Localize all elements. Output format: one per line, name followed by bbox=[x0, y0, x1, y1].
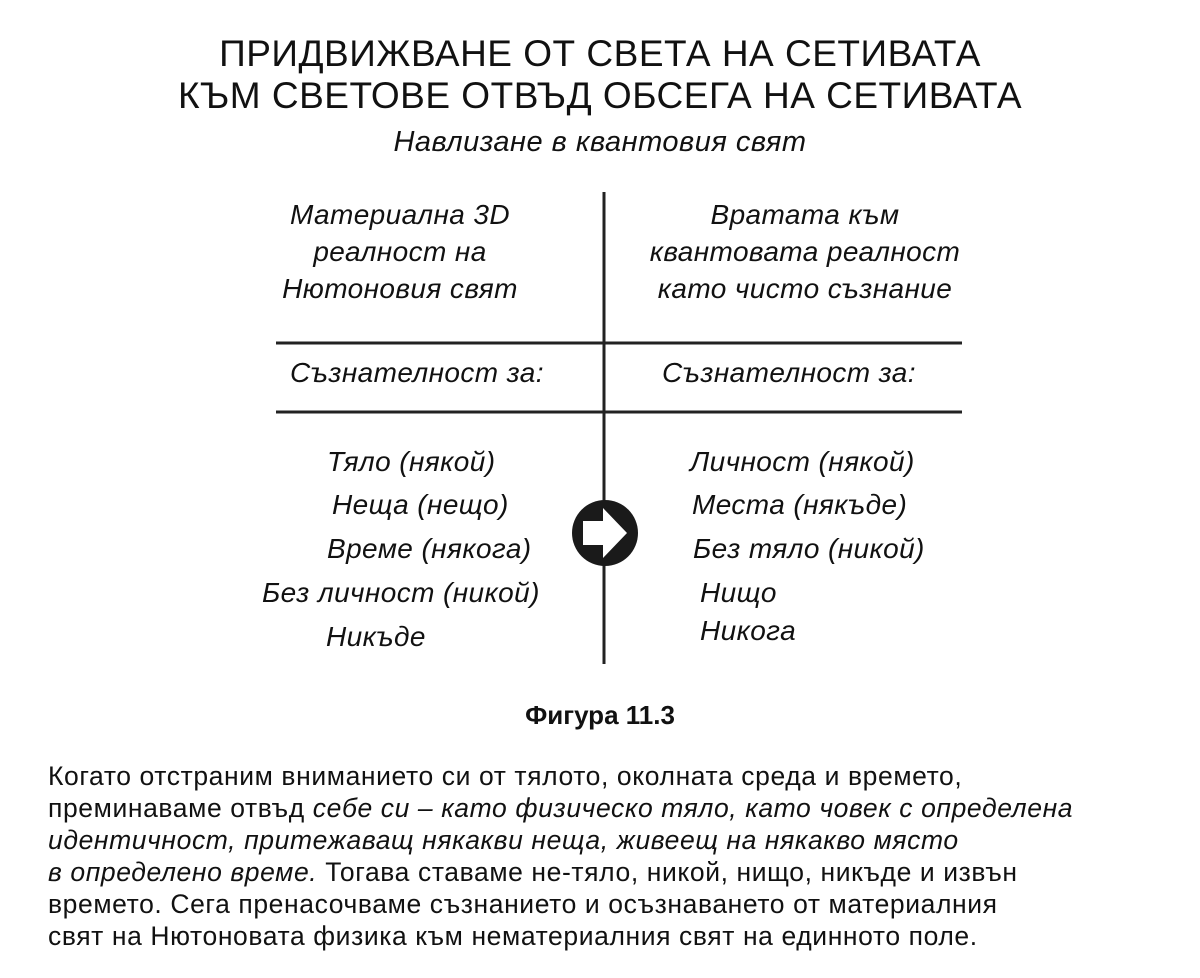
right-item: Нищо bbox=[700, 577, 777, 608]
left-heading-line: Материална 3D bbox=[289, 199, 511, 230]
paragraph-line bbox=[48, 760, 1178, 792]
title-line-2: КЪМ СВЕТОВЕ ОТВЪД ОБСЕГА НА СЕТИВАТА bbox=[177, 75, 1023, 116]
figure-caption: Фигура 11.3 bbox=[525, 700, 675, 730]
right-heading-line: квантовата реалност bbox=[649, 236, 961, 267]
right-item: Места (някъде) bbox=[692, 489, 908, 520]
left-item: Неща (нещо) bbox=[332, 489, 509, 520]
right-item: Никога bbox=[700, 615, 797, 646]
subtitle: Навлизане в квантовия свят bbox=[393, 126, 807, 158]
left-heading-line: Нютоновия свят bbox=[282, 273, 518, 304]
right-heading bbox=[605, 196, 1005, 307]
right-awareness-label: Съзнателност за: bbox=[662, 357, 916, 388]
paragraph-text-italic: в определено време. bbox=[48, 857, 318, 887]
left-item: Тяло (някой) bbox=[327, 446, 496, 477]
paragraph-line bbox=[48, 920, 1178, 952]
left-item: Без личност (никой) bbox=[262, 577, 540, 608]
paragraph-text: Тогава ставаме не-тяло, никой, нищо, никъде и извън bbox=[317, 857, 1018, 887]
right-arrow-circle-icon bbox=[572, 500, 638, 566]
right-heading-line: като чисто съзнание bbox=[657, 273, 953, 304]
left-item: Време (някога) bbox=[327, 533, 532, 564]
paragraph-text-italic: себе си – като физическо тяло, като човек с определена bbox=[312, 793, 1074, 823]
description-paragraph bbox=[48, 760, 1178, 952]
paragraph-text-italic: идентичност, притежаващ някакви неща, живеещ на някакво място bbox=[48, 825, 959, 855]
title-line-1: ПРИДВИЖВАНЕ ОТ СВЕТА НА СЕТИВАТА bbox=[219, 33, 981, 74]
paragraph-line bbox=[48, 824, 1178, 856]
right-item: Личност (някой) bbox=[690, 446, 915, 477]
paragraph-line bbox=[48, 856, 1178, 888]
left-item: Никъде bbox=[326, 621, 426, 652]
left-heading bbox=[210, 196, 590, 307]
paragraph-text: преминаваме отвъд bbox=[48, 793, 313, 823]
paragraph-line bbox=[48, 792, 1178, 824]
paragraph-text: времето. Сега пренасочваме съзнанието и осъзнаването от материалния bbox=[48, 889, 998, 919]
paragraph-text: свят на Нютоновата физика към нематериалния свят на единното поле. bbox=[48, 921, 978, 951]
left-awareness-label: Съзнателност за: bbox=[290, 357, 544, 388]
right-item: Без тяло (никой) bbox=[693, 533, 925, 564]
paragraph-line bbox=[48, 888, 1178, 920]
right-heading-line: Вратата към bbox=[710, 199, 900, 230]
paragraph-text: Когато отстраним вниманието си от тялото, околната среда и времето, bbox=[48, 761, 963, 791]
left-heading-line: реалност на bbox=[313, 236, 487, 267]
